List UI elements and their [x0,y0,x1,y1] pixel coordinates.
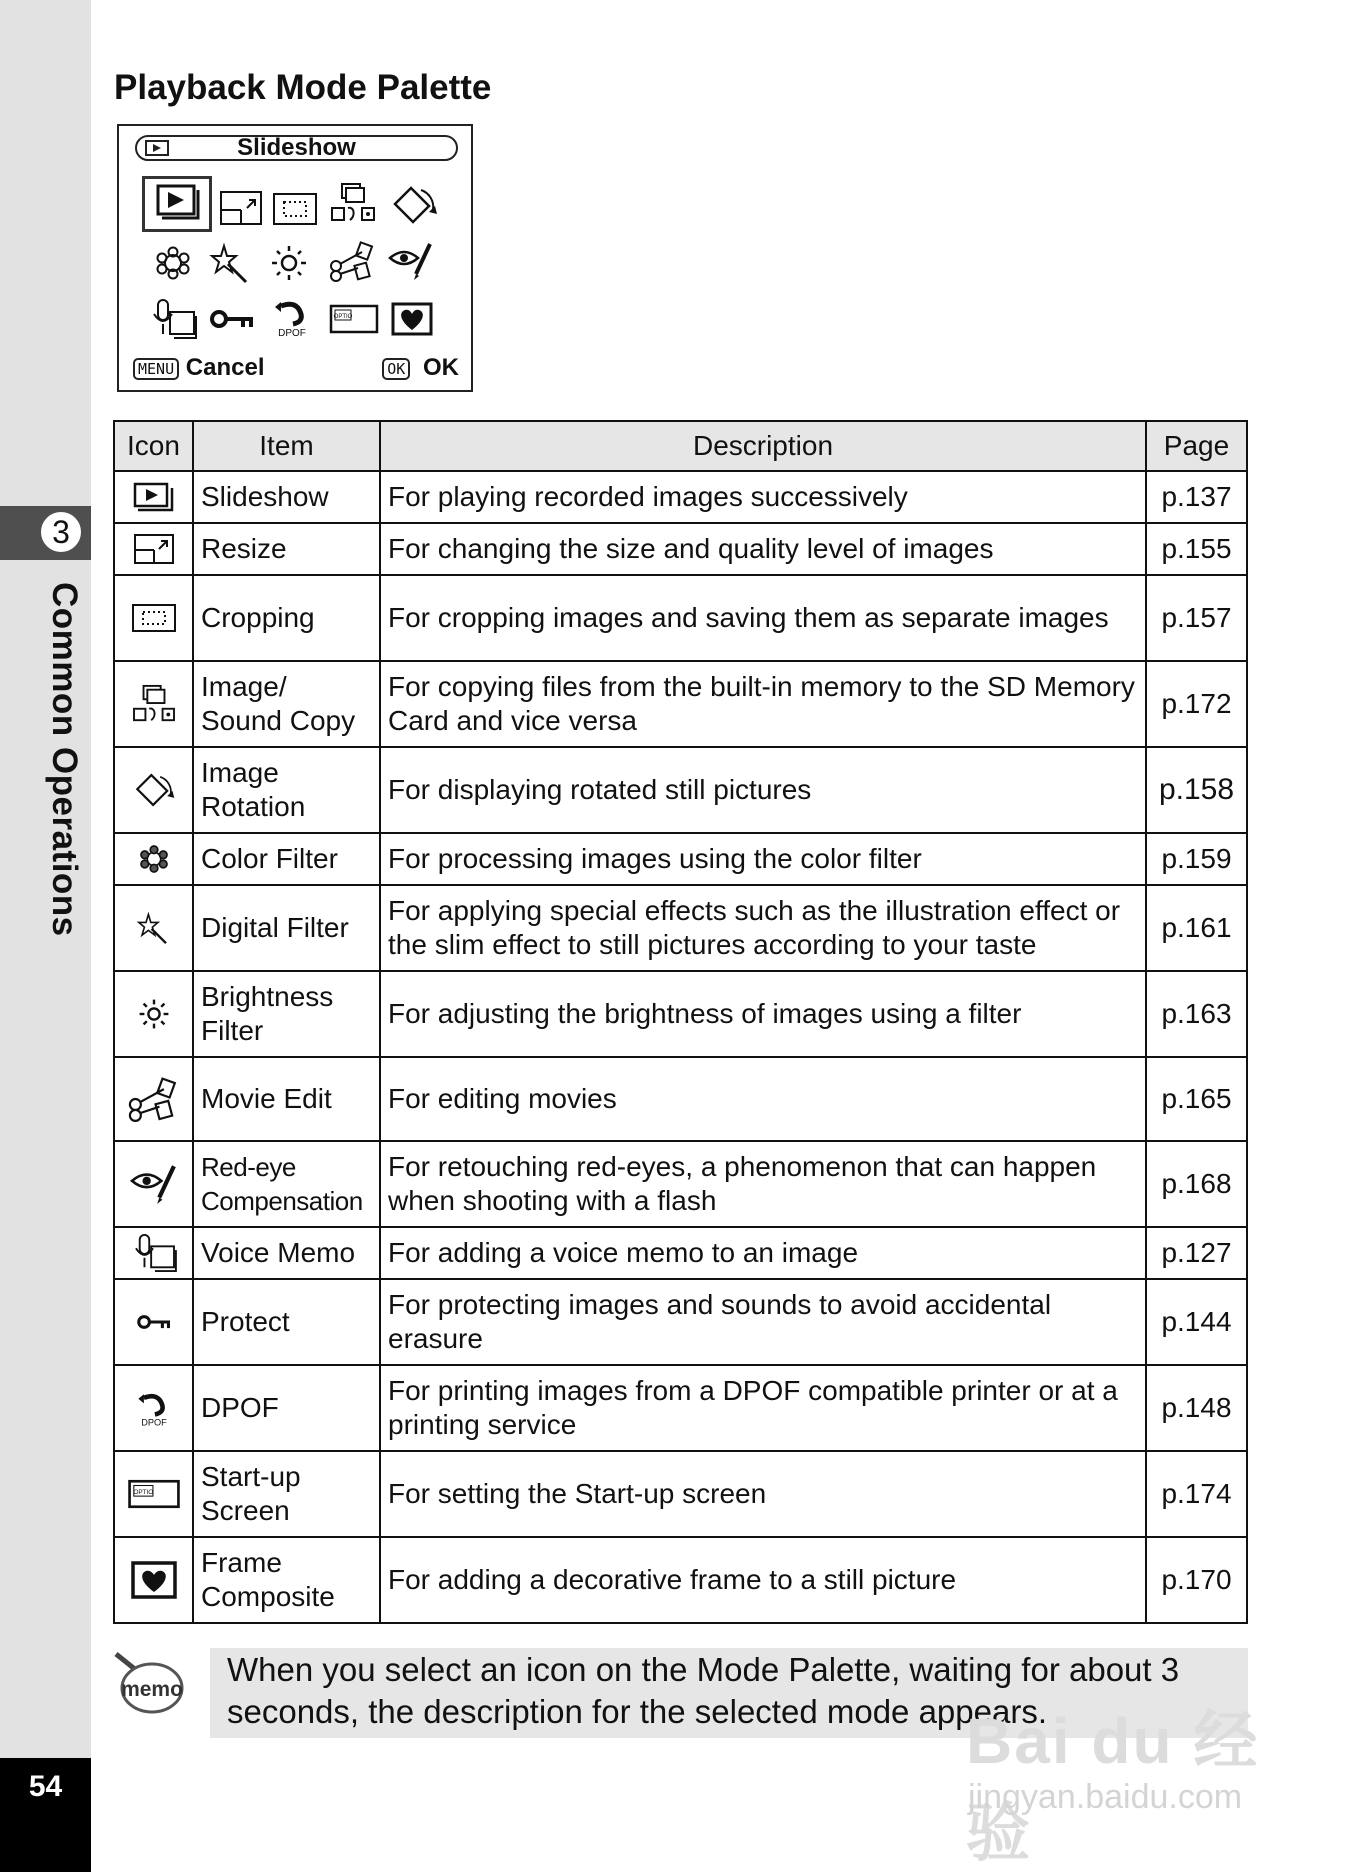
mode-palette-screen [117,124,473,392]
resize-icon[interactable] [217,188,267,230]
slideshow-icon[interactable] [152,180,202,222]
item-name: Resize [193,523,380,575]
item-description: For changing the size and quality level of images [380,523,1146,575]
memo-text: When you select an icon on the Mode Palette, waiting for about 3 seconds, the description for the selected mode appears. [227,1651,1180,1730]
brightness-filter-icon [134,995,174,1033]
table-row [114,885,1247,971]
voice-memo-icon [129,1233,179,1273]
table-row [114,833,1247,885]
color-filter-icon [133,840,175,878]
item-page[interactable]: p.170 [1146,1537,1247,1623]
start-up-screen-icon [127,1477,181,1511]
ok-label: OK [423,354,459,381]
chapter-number: 3 [38,509,84,555]
cropping-icon[interactable] [270,188,320,230]
item-description: For copying files from the built-in memory to the SD Memory Card and vice versa [380,661,1146,747]
table-row [114,1451,1247,1537]
item-description: For adjusting the brightness of images using a filter [380,971,1146,1057]
table-row [114,1057,1247,1141]
movie-edit-icon[interactable] [328,240,378,282]
table-row [114,523,1247,575]
item-name: Color Filter [193,833,380,885]
page-number: 54 [28,1770,63,1803]
item-name: Brightness Filter [193,971,380,1057]
voice-memo-icon[interactable] [148,298,198,340]
item-description: For adding a voice memo to an image [380,1227,1146,1279]
optio-label: OPTIO [132,1489,153,1496]
item-name: DPOF [193,1365,380,1451]
brightness-filter-icon[interactable] [264,242,314,284]
item-description: For setting the Start-up screen [380,1451,1146,1537]
resize-icon [132,532,176,566]
palette-footer [133,354,463,384]
memo-icon [112,1652,184,1718]
table-row [114,471,1247,523]
item-name: Protect [193,1279,380,1365]
item-name: Image/ Sound Copy [193,661,380,747]
table-header-row [114,421,1247,471]
page-title: Playback Mode Palette [114,68,492,107]
image-sound-copy-icon[interactable] [328,182,378,224]
image-rotation-icon [132,770,176,810]
item-description: For protecting images and sounds to avoid accidental erasure [380,1279,1146,1365]
item-page[interactable]: p.165 [1146,1057,1247,1141]
watermark [966,1690,1286,1869]
memo-icon-label: memo [121,1678,183,1701]
item-page[interactable]: p.157 [1146,575,1247,661]
palette-title: Slideshow [237,134,356,161]
menu-key[interactable]: MENU [133,358,179,380]
table-row [114,1227,1247,1279]
item-page[interactable]: p.174 [1146,1451,1247,1537]
item-description: For applying special effects such as the illustration effect or the slim effect to still pictures according to your taste [380,885,1146,971]
item-name: Start-up Screen [193,1451,380,1537]
table-row [114,747,1247,833]
item-description: For retouching red-eyes, a phenomenon that can happen when shooting with a flash [380,1141,1146,1227]
item-page[interactable]: p.158 [1146,747,1247,833]
table-row [114,1141,1247,1227]
red-eye-icon [127,1162,181,1206]
playback-icon [145,140,169,156]
ok-key[interactable]: OK [382,358,410,380]
digital-filter-icon [134,909,174,947]
header-icon: Icon [114,421,193,471]
item-name: Slideshow [193,471,380,523]
item-name: Movie Edit [193,1057,380,1141]
item-description: For cropping images and saving them as separate images [380,575,1146,661]
header-page: Page [1146,421,1247,471]
image-rotation-icon[interactable] [387,184,437,226]
chapter-title: Common Operations [45,582,84,937]
palette-title-bar [135,135,458,161]
table-row [114,1537,1247,1623]
image-sound-copy-icon [130,684,178,724]
item-page[interactable]: p.155 [1146,523,1247,575]
item-page[interactable]: p.172 [1146,661,1247,747]
item-description: For processing images using the color filter [380,833,1146,885]
color-filter-icon[interactable] [148,242,198,284]
item-description: For printing images from a DPOF compatible printer or at a printing service [380,1365,1146,1451]
table-row [114,1365,1247,1451]
header-description: Description [380,421,1146,471]
cropping-icon [131,602,177,634]
protect-icon [131,1306,177,1338]
item-name: Frame Composite [193,1537,380,1623]
cancel-label: Cancel [185,354,265,381]
item-name: Voice Memo [193,1227,380,1279]
protect-icon[interactable] [207,298,257,340]
start-up-screen-icon[interactable] [329,298,379,340]
item-page[interactable]: p.127 [1146,1227,1247,1279]
item-name: Digital Filter [193,885,380,971]
slideshow-icon [132,481,176,513]
item-page[interactable]: p.137 [1146,471,1247,523]
item-name: Image Rotation [193,747,380,833]
frame-composite-icon[interactable] [387,298,437,340]
header-item: Item [193,421,380,471]
item-description: For editing movies [380,1057,1146,1141]
playback-mode-table [113,420,1248,1624]
dpof-icon-label: DPOF [278,328,306,338]
table-row [114,971,1247,1057]
item-description: For adding a decorative frame to a still picture [380,1537,1146,1623]
item-name: Red-eye Compensation [193,1141,380,1227]
watermark-main: Bai du 经验 [966,1705,1260,1869]
item-description: For displaying rotated still pictures [380,747,1146,833]
frame-composite-icon [127,1559,181,1601]
item-page[interactable]: p.168 [1146,1141,1247,1227]
movie-edit-icon [124,1076,184,1122]
item-name: Cropping [193,575,380,661]
table-row [114,1279,1247,1365]
dpof-icon[interactable] [267,296,317,338]
dpof-icon-label: DPOF [140,1417,167,1428]
watermark-sub: jingyan.baidu.com [968,1778,1243,1816]
red-eye-icon[interactable] [386,240,436,282]
table-row [114,575,1247,661]
item-page[interactable]: p.163 [1146,971,1247,1057]
table-row [114,661,1247,747]
item-page[interactable]: p.159 [1146,833,1247,885]
dpof-icon [131,1388,177,1428]
item-page[interactable]: p.161 [1146,885,1247,971]
item-page[interactable]: p.148 [1146,1365,1247,1451]
item-page[interactable]: p.144 [1146,1279,1247,1365]
item-description: For playing recorded images successively [380,471,1146,523]
digital-filter-icon[interactable] [206,242,256,284]
optio-label: OPTIO [333,314,353,320]
